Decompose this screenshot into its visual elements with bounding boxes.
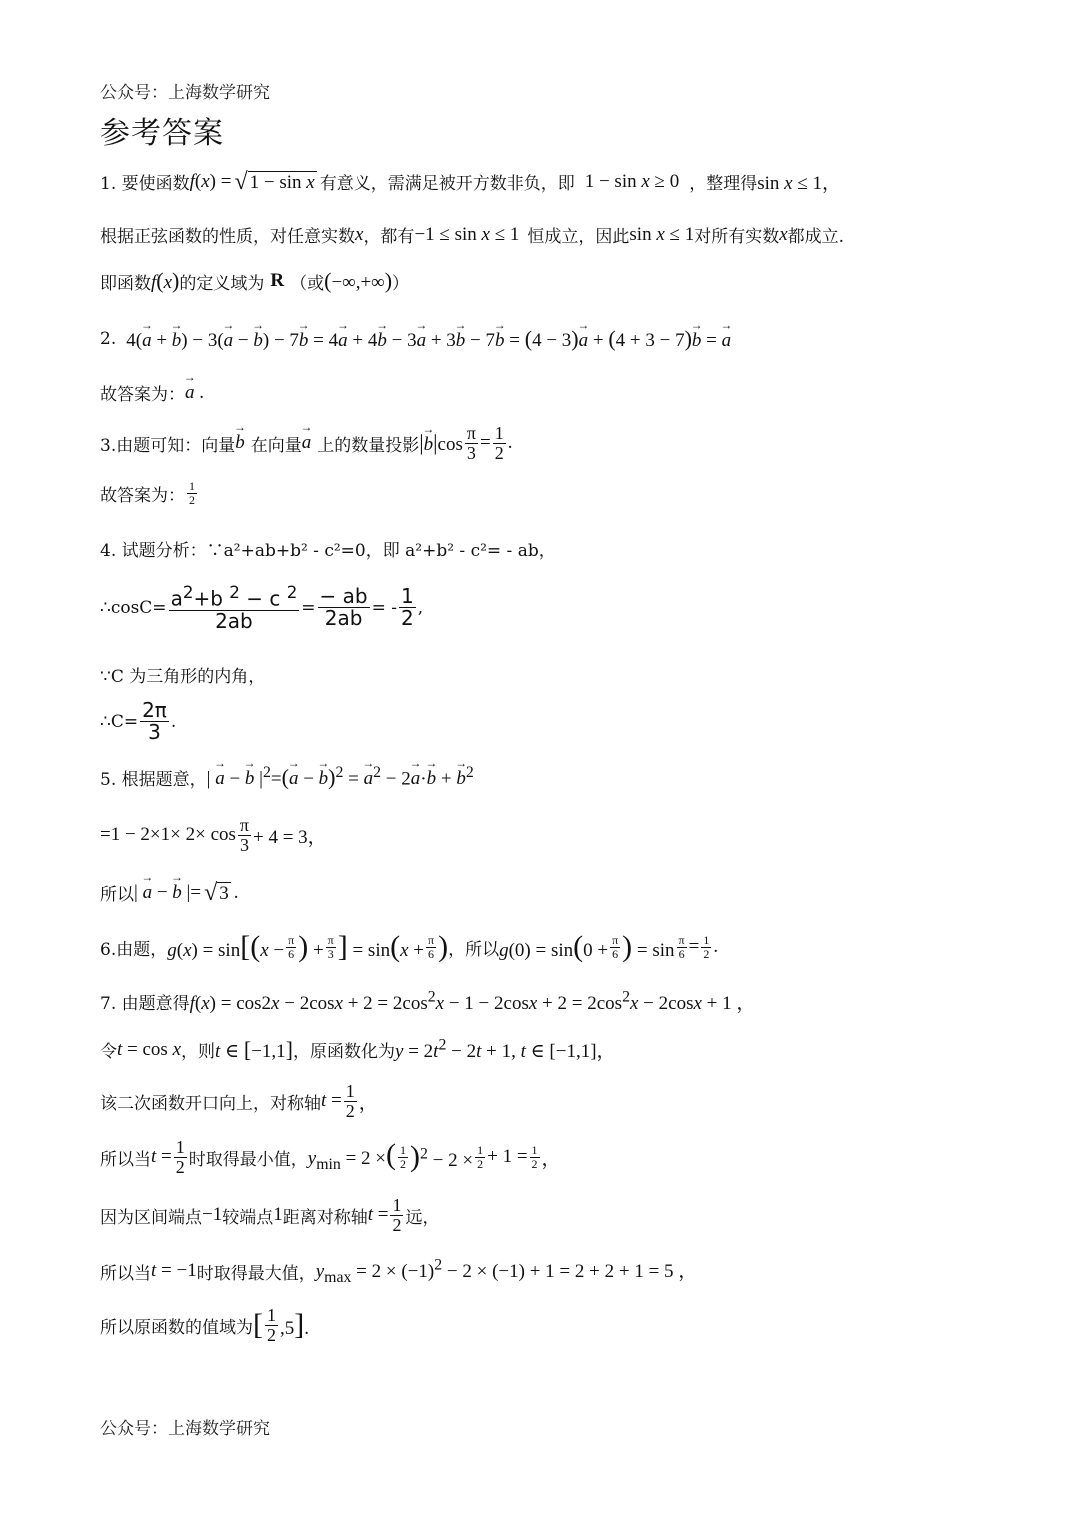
q7-line-3: 该二次函数开口向上，对称轴 t = $\frac{1}{2}$ ， <box>100 1081 378 1121</box>
sqrt-expression: √ 1 − sin x <box>234 168 315 195</box>
q3-line-1: 3.由题可知：向量 b → 在向量 a → 上的数量投影 |b →|cos $\frac{\pi}{3}$ = $\frac{1}{2}$ . <box>100 424 512 463</box>
q4-line-3: ∵C 为三角形的内角， <box>100 667 266 687</box>
q1-line-1: 1. 要使函数 f(x) = √ 1 − sin x 有意义，需满足被开方数非负，即 1 − sin x ≥ 0 ，整理得 sin x ≤ 1， <box>100 168 842 195</box>
q7-line-1: 7. 由题意得 $f(x) = \cos 2x - 2\cos x + 2 = 2\cos^2x - 1 - 2\cos x + 2 = 2\cos^2x - 2\cos x + 1$ ， <box>100 988 756 1014</box>
formula-fx: f(x) = <box>189 170 232 192</box>
page-footer: 公众号：上海数学研究 <box>100 1419 270 1439</box>
q4-line-4: ∴C= $\frac{2\pi}{3}$ . <box>100 698 177 744</box>
q7-line-7: 所以原函数的值域为 [ $\frac{1}{2}$ ,5]. <box>100 1305 309 1345</box>
q3-answer: 故答案为： $\frac{1}{2}$ <box>100 479 195 507</box>
q7-line-6: 所以当 t = −1 时取得最大值， $y_{max} = 2 \times (-1)^2 - 2 \times (-1) + 1 = 2 + 2 + 1 = 5$ ， <box>100 1256 698 1286</box>
q6-line-1: 6.由题， g(x) = sin[(x − $\frac{\pi}{6}$ ) + $\frac{\pi}{3}$ ] = sin(x + $\frac{\pi}{6}$ ) ，所以 g(0) = sin(0 + $\frac{\pi}{6}$ ) = sin $\frac{\pi}{6}$ = $\frac{1}{2}$ . <box>100 930 719 963</box>
q5-line-2: =1 − 2×1× 2× cos $\frac{\pi}{3}$ + 4 = 3， <box>100 815 327 855</box>
page-header: 公众号：上海数学研究 <box>100 83 270 103</box>
q7-line-5: 因为区间端点 −1 较端点 1 距离对称轴 t = $\frac{1}{2}$ 远， <box>100 1195 440 1235</box>
q2-answer: 故答案为： a → . <box>100 380 204 405</box>
vector-equation: 4(a → + b →) − 3(a → − b →) − 7b → = 4a → + 4b → − 3a → + 3b → − 7b → = (4 − 3)a → + (4 + 3 − 7)b → = a → <box>126 326 731 352</box>
q5-line-1: 5. 根据题意， | a → − $b \to |^2=(a$ → − b →)$^2$ = a →$^2$ − 2a →·b → + b →$^2$ <box>100 764 474 790</box>
q4-line-1: 4. 试题分析：∵a²+ab+b² - c²=0，即 a²+b² - c²= - ab， <box>100 541 556 561</box>
q5-line-3: 所以 | a → − b → |= √ 3 . <box>100 880 238 905</box>
q4-line-2: ∴cosC= $\frac{a^2+b ^2 - c ^2}{2ab}$ = $\frac{- ab}{2ab}$ = - $\frac{1}{2}$ , <box>100 583 424 633</box>
q1-line-2: 根据正弦函数的性质，对任意实数 x ，都有 −1 ≤ sin x ≤ 1 恒成立，因此 sin x ≤ 1 对所有实数 x 都成立. <box>100 223 845 247</box>
q7-line-4: 所以当 t = $\frac{1}{2}$ 时取得最小值， $y_{min} = 2$ ×( $\frac{1}{2}$ )$^2$ − 2 × $\frac{1}{2}$ + 1 = $\frac{1}{2}$ ， <box>100 1137 561 1177</box>
q2-line-1: 2. 4(a → + b →) − 3(a → − b →) − 7b → = 4a → + 4b → − 3a → + 3b → − 7b → = (4 − 3)a → + (4 + 3 − 7)b → = a → <box>100 326 731 352</box>
q7-line-2: 令 t = cos x ，则 t ∈ [−1,1] ，原函数化为 $y = 2t^2 - 2t + 1$, t ∈ [−1,1]， <box>100 1036 616 1062</box>
page-title: 参考答案 <box>100 116 224 151</box>
q1-line-3: 即函数 f(x) 的定义域为 R （或 (−∞,+∞) ） <box>100 268 410 294</box>
